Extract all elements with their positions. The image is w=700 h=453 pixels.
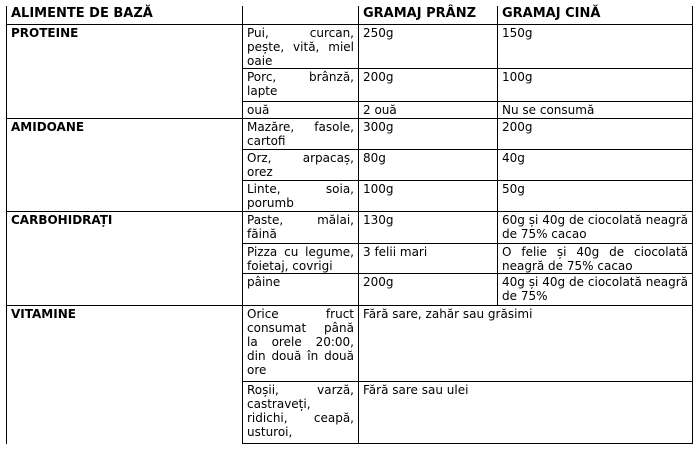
dinner-cell: O felie și 40g de ciocolată neagră de 75% cacao: [498, 244, 693, 274]
table-row: [7, 25, 693, 69]
category-cell: PROTEINE: [7, 25, 243, 119]
merged-note-cell: Fără sare sau ulei: [359, 382, 693, 444]
lunch-cell: 80g: [359, 150, 498, 181]
food-cell: Pizza cu legume, foietaj, covrigi: [243, 244, 359, 274]
lunch-cell: 300g: [359, 119, 498, 150]
lunch-cell: 250g: [359, 25, 498, 69]
food-cell: Orice fruct consumat până la orele 20:00, din două în două ore: [243, 306, 359, 382]
dinner-cell: 40g și 40g de ciocolată neagră de 75%: [498, 274, 693, 306]
food-cell: Porc, brânză, lapte: [243, 69, 359, 102]
lunch-cell: 200g: [359, 274, 498, 306]
lunch-cell: 2 ouă: [359, 102, 498, 119]
food-cell: ouă: [243, 102, 359, 119]
lunch-cell: 100g: [359, 181, 498, 212]
table-row: [7, 212, 693, 244]
food-cell: Roșii, varză, castraveți, ridichi, ceapă, usturoi,: [243, 382, 359, 444]
dinner-cell: Nu se consumă: [498, 102, 693, 119]
dinner-cell: 100g: [498, 69, 693, 102]
dinner-cell: 150g: [498, 25, 693, 69]
nutrition-table: [6, 6, 693, 444]
lunch-cell: 200g: [359, 69, 498, 102]
table-row: [7, 306, 693, 382]
header-foods: ALIMENTE DE BAZĂ: [7, 6, 243, 25]
food-cell: Orz, arpacaș, orez: [243, 150, 359, 181]
dinner-cell: 200g: [498, 119, 693, 150]
header-dinner: GRAMAJ CINĂ: [498, 6, 693, 25]
table-row: [7, 119, 693, 150]
header-row: [7, 6, 693, 25]
header-items-spacer: [243, 6, 359, 25]
dinner-cell: 40g: [498, 150, 693, 181]
category-cell: VITAMINE: [7, 306, 243, 444]
dinner-cell: 60g și 40g de ciocolată neagră de 75% cacao: [498, 212, 693, 244]
food-cell: Linte, soia, porumb: [243, 181, 359, 212]
lunch-cell: 3 felii mari: [359, 244, 498, 274]
lunch-cell: 130g: [359, 212, 498, 244]
header-lunch: GRAMAJ PRÂNZ: [359, 6, 498, 25]
category-cell: CARBOHIDRAȚI: [7, 212, 243, 306]
merged-note-cell: Fără sare, zahăr sau grăsimi: [359, 306, 693, 382]
food-cell: Paste, mălai, făină: [243, 212, 359, 244]
category-cell: AMIDOANE: [7, 119, 243, 212]
food-cell: pâine: [243, 274, 359, 306]
food-cell: Pui, curcan, pește, vită, miel oaie: [243, 25, 359, 69]
food-cell: Mazăre, fasole, cartofi: [243, 119, 359, 150]
dinner-cell: 50g: [498, 181, 693, 212]
